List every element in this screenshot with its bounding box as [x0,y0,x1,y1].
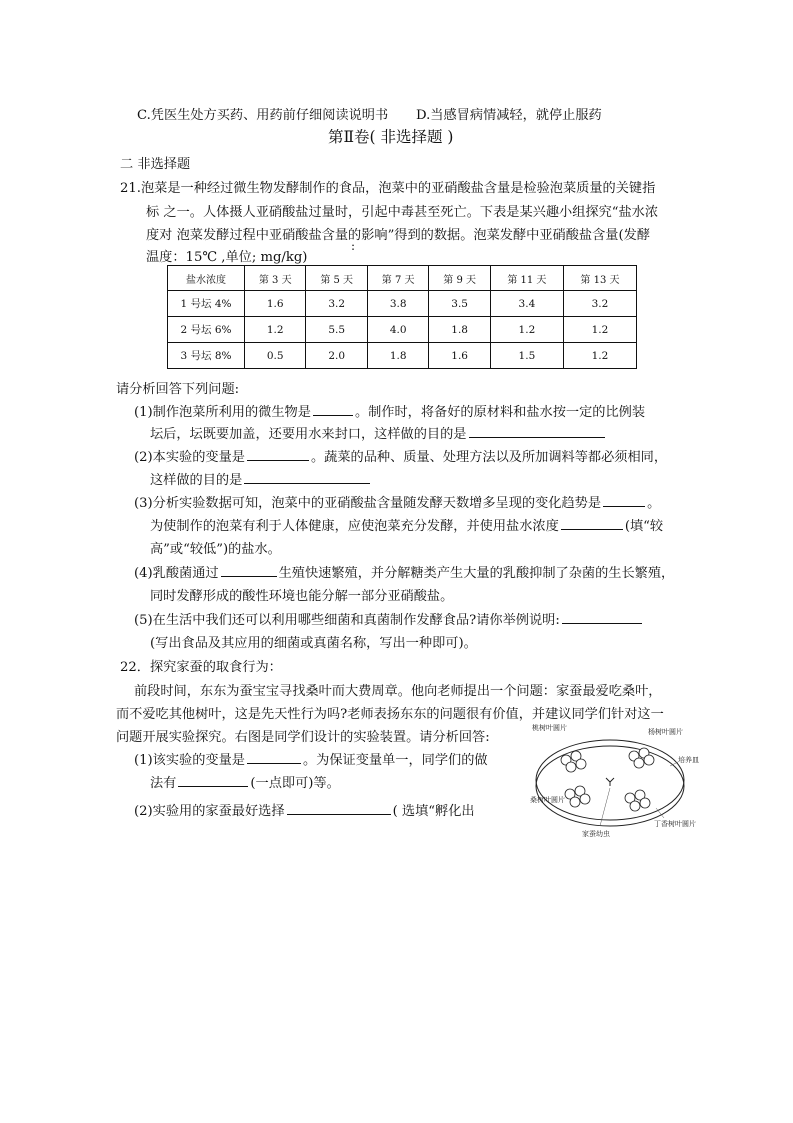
table-header: 第 11 天 [490,266,563,291]
colon-mark: : [351,239,356,253]
q21-line-4: 温度：15℃ ,单位; mg/kg) [146,250,308,265]
q22-para-2: 而不爱吃其他树叶，这是先天性行为吗?老师表扬东东的问题很有价值，并建议同学们针对这一 [116,707,664,722]
table-header: 盐水浓度 [168,266,245,291]
table-header: 第 3 天 [245,266,306,291]
table-cell: 3 号坛 8% [168,343,245,369]
petri-dish-figure [530,722,700,842]
table-cell: 1.6 [245,291,306,317]
table-cell: 1.8 [367,343,428,369]
q21-sub1-line2: 坛后，坛既要加盖，还要用水来封口，这样做的目的是 [150,423,607,442]
label-silkworm: 家蚕幼虫 [582,830,610,838]
table-cell: 1.8 [429,317,490,343]
label-mulberry-leaf: 桑树叶圆片 [530,796,565,804]
label-peach-leaf: 桃树叶圆片 [532,724,567,732]
table-row [168,317,637,343]
q21-sub2-line2: 这样做的目的是 [150,469,372,488]
table-cell: 3.4 [490,291,563,317]
table-header: 第 13 天 [563,266,636,291]
q21-sub4-line2: 同时发酵形成的酸性环境也能分解一部分亚硝酸盐。 [150,589,454,604]
table-cell: 2 号坛 6% [168,317,245,343]
table-cell: 1.2 [490,317,563,343]
table-cell: 1.2 [245,317,306,343]
q22-para-1: 前段时间，东东为蚕宝宝寻找桑叶而大费周章。他向老师提出一个问题：家蚕最爱吃桑叶， [134,684,662,699]
q22-title: 22．探究家蚕的取食行为： [120,660,282,675]
label-poplar-leaf: 杨树叶圆片 [648,728,683,736]
label-lilac-leaf: 丁香树叶圆片 [654,820,696,828]
table-cell: 1 号坛 4% [168,291,245,317]
q21-sub2-line1: (2)本实验的变量是 。蔬菜的品种、质量、处理方法以及所加调料等都必须相同， [134,446,667,465]
table-cell: 1.5 [490,343,563,369]
answer-blank[interactable] [561,515,623,530]
table-cell: 4.0 [367,317,428,343]
q21-line-2: 标 之一。人体摄人亚硝酸盐过量时，引起中毒甚至死亡。下表是某兴趣小组探究“盐水浓 [146,205,659,220]
answer-blank[interactable] [221,562,277,577]
option-d: D.当感冒病情减轻，就停止服药 [416,108,602,123]
answer-blank[interactable] [603,492,645,507]
table-cell: 3.2 [563,291,636,317]
table-cell: 2.0 [306,343,367,369]
q21-sub1-line1: (1)制作泡菜所利用的微生物是 。制作时，将备好的原材料和盐水按一定的比例装 [134,401,645,420]
q21-prompt: 请分析回答下列问题: [116,382,240,397]
table-header: 第 5 天 [306,266,367,291]
table-cell: 1.2 [563,343,636,369]
nitrite-table [167,265,637,369]
q21-line-3: 度对 泡菜发酵过程中亚硝酸盐含量的影响”得到的数据。泡菜发酵中亚硝酸盐含量(发酵 [146,228,651,243]
option-c: C.凭医生处方买药、用药前仔细阅读说明书 [137,108,389,123]
table-row [168,291,637,317]
answer-blank[interactable] [313,401,353,416]
q21-sub3-line1: (3)分析实验数据可知，泡菜中的亚硝酸盐含量随发酵天数增多呈现的变化趋势是 。 [134,492,660,511]
answer-blank[interactable] [178,772,248,787]
answer-blank[interactable] [247,749,301,764]
table-cell: 0.5 [245,343,306,369]
q22-para-3: 问题开展实验探究。右图是同学们设计的实验装置。请分析回答: [116,730,490,745]
table-header: 第 9 天 [429,266,490,291]
table-cell: 3.2 [306,291,367,317]
q21-sub3-line3: 高”或“较低”)的盐水。 [150,542,281,557]
table-header-row [168,266,637,291]
table-cell: 5.5 [306,317,367,343]
part-title: 第Ⅱ卷( 非选择题 ) [328,128,454,146]
table-cell: 3.5 [429,291,490,317]
answer-blank[interactable] [244,469,370,484]
table-cell: 1.2 [563,317,636,343]
q22-sub2-line1: (2)实验用的家蚕最好选择 ( 选填“孵化出 [134,800,475,819]
table-header: 第 7 天 [367,266,428,291]
answer-blank[interactable] [562,609,642,624]
q21-sub5-line2: (写出食品及其应用的细菌或真菌名称，写出一种即可)。 [150,636,477,651]
table-row [168,343,637,369]
answer-blank[interactable] [287,800,391,815]
answer-blank[interactable] [247,446,309,461]
q21-line-1: 21.泡菜是一种经过微生物发酵制作的食品，泡菜中的亚硝酸盐含量是检验泡菜质量的关键指 [120,181,656,196]
q21-sub5-line1: (5)在生活中我们还可以利用哪些细菌和真菌制作发酵食品?请你举例说明: [134,609,644,628]
section-title: 二 非选择题 [120,157,191,172]
answer-blank[interactable] [469,423,605,438]
q21-sub3-line2: 为使制作的泡菜有利于人体健康，应使泡菜充分发酵，并使用盐水浓度 (填“较 [150,515,663,534]
petri-dish-diagram [530,722,700,842]
q22-sub1-line2: 法有 (一点即可)等。 [150,772,340,791]
label-dish: 培养皿 [678,756,699,764]
table-cell: 3.8 [367,291,428,317]
q22-sub1-line1: (1)该实验的变量是 。为保证变量单一，同学们的做 [134,749,488,768]
q21-sub4-line1: (4)乳酸菌通过 生殖快速繁殖，并分解糖类产生大量的乳酸抑制了杂菌的生长繁殖， [134,562,674,581]
table-cell: 1.6 [429,343,490,369]
